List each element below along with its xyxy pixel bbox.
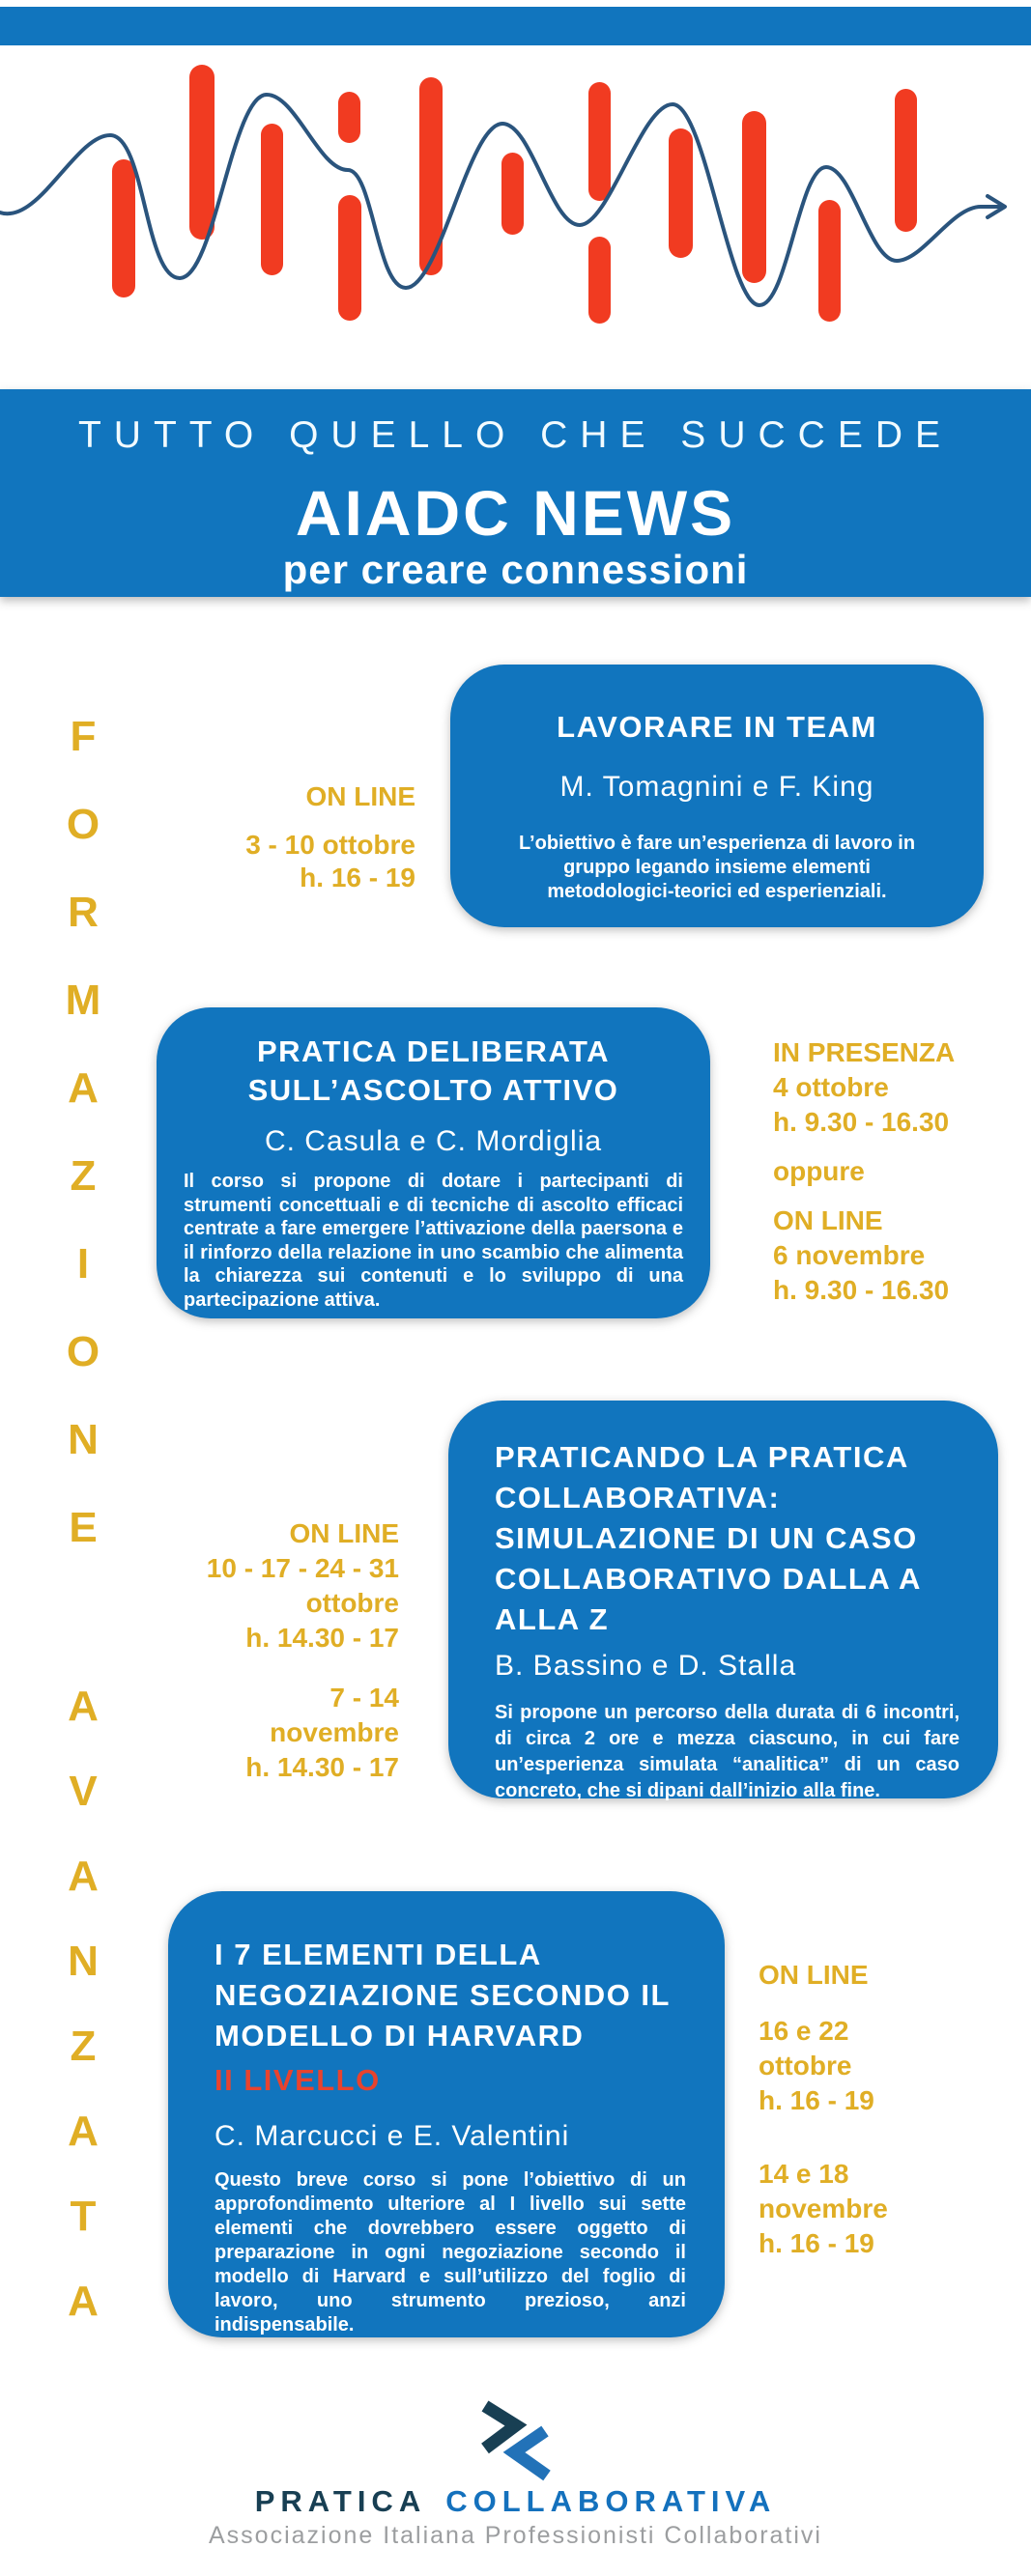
rail-letter: V <box>69 1768 98 1815</box>
red-bar <box>338 195 361 321</box>
schedule-line: ON LINE <box>305 781 415 811</box>
course-authors: M. Tomagnini e F. King <box>559 771 874 803</box>
schedule-line: novembre <box>759 2194 888 2223</box>
course-description: Il corso si propone di dotare i partecipanti di strumenti concettuali e di tecniche di ascolto efficaci centrate a fare emergere l’attivazione della paersona e il rinforzo della relazione in uno scambio che alimenta la chiarezza sui contenuti e lo sviluppo di una partecipazione attiva. <box>184 1171 683 1311</box>
red-bar <box>588 237 611 324</box>
schedule-line: ottobre <box>759 2051 852 2081</box>
footer-brand <box>0 2484 1031 2519</box>
course-card-lavorare-in-team <box>450 665 984 927</box>
rail-formazione <box>39 693 128 1571</box>
double-chevron-logo-icon <box>477 2398 560 2481</box>
logo-chevron-blue <box>514 2431 547 2476</box>
schedule-group <box>245 780 415 813</box>
schedule-group <box>245 829 415 894</box>
rail-letter: N <box>68 1938 99 1985</box>
course-authors: B. Bassino e D. Stalla <box>495 1650 797 1682</box>
schedule-line: 7 - 14 <box>329 1683 399 1713</box>
rail-letter: O <box>66 801 100 848</box>
rail-letter: O <box>66 1328 100 1375</box>
footer-tagline: Associazione Italiana Professionisti Collaborativi <box>209 2522 822 2549</box>
course-description: Questo breve corso si pone l’obiettivo di un approfondimento ulteriore al I livello sui sette elementi che dovrebbero essere oggetto di preparazione in ogni negoziazione secondo il modello di Harvard e sull’utilizzo del foglio di lavoro, uno strumento prezioso, anzi indispensabile. <box>215 2169 686 2335</box>
course-card-praticando-la-pratica <box>448 1401 998 1801</box>
rail-letter: A <box>68 2278 99 2325</box>
course-title: PRATICA DELIBERATA SULL’ASCOLTO ATTIVO <box>247 1034 619 1107</box>
rail-letter: A <box>68 1064 99 1112</box>
banner-title: AIADC NEWS <box>295 477 736 549</box>
schedule-line: ON LINE <box>759 1960 869 1990</box>
banner-subtitle: per creare connessioni <box>282 547 749 592</box>
rail-letter: Z <box>70 2023 97 2070</box>
schedule-line: novembre <box>270 1717 399 1747</box>
header-banner <box>0 389 1031 597</box>
schedule-line: h. 9.30 - 16.30 <box>773 1107 950 1137</box>
banner-kicker: TUTTO QUELLO CHE SUCCEDE <box>77 414 954 456</box>
schedule-line: 6 novembre <box>773 1240 926 1270</box>
schedule-group <box>207 1681 399 1785</box>
schedule-line: ON LINE <box>289 1518 399 1548</box>
rail-letter: M <box>65 977 101 1024</box>
schedule-line: 3 - 10 ottobre <box>245 830 415 860</box>
brand-word-pratica: PRATICA <box>254 2484 427 2518</box>
waveform-arrow-art <box>0 46 1031 389</box>
schedule-line: ottobre <box>305 1588 399 1618</box>
schedule-line: h. 16 - 19 <box>759 2085 874 2115</box>
red-sound-bars <box>112 65 917 324</box>
course-card-7-elementi-negoziazione <box>168 1891 725 2337</box>
red-bar <box>112 159 135 297</box>
red-bar <box>588 82 611 201</box>
schedule-course4 <box>759 1958 888 2261</box>
schedule-group <box>759 2157 888 2261</box>
red-bar <box>261 124 283 275</box>
rail-letter: N <box>68 1416 99 1463</box>
rail-avanzata <box>39 1664 128 2344</box>
schedule-line: oppure <box>773 1156 865 1186</box>
rail-letter: A <box>68 1853 99 1900</box>
schedule-course1 <box>245 780 415 910</box>
course-title: PRATICANDO LA PRATICA COLLABORATIVA: SIMULAZIONE DI UN CASO COLLABORATIVO DALLA A ALLA Z <box>495 1440 921 1636</box>
rail-letter: E <box>69 1504 98 1551</box>
rail-letter: A <box>68 2108 99 2155</box>
schedule-line: 14 e 18 <box>759 2159 849 2189</box>
course-level-badge: II LIVELLO <box>215 2063 381 2097</box>
schedule-line: h. 9.30 - 16.30 <box>773 1275 950 1305</box>
red-bar <box>338 92 360 143</box>
schedule-group <box>207 1516 399 1656</box>
logo-chevron-dark <box>485 2406 516 2449</box>
schedule-group <box>773 1154 955 1189</box>
schedule-group <box>759 1958 888 1993</box>
top-blue-bar <box>0 7 1031 45</box>
course-card-pratica-deliberata <box>157 1007 710 1318</box>
course-description: L’obiettivo è fare un’esperienza di lavoro in gruppo legando insieme elementi metodologici-teorici ed esperienziali. <box>518 833 916 902</box>
red-bar <box>501 153 524 235</box>
red-bar <box>742 111 766 283</box>
red-bar <box>189 65 215 240</box>
navy-wavy-line <box>0 95 1001 305</box>
course-authors: C. Marcucci e E. Valentini <box>215 2120 570 2152</box>
schedule-line: h. 14.30 - 17 <box>245 1623 399 1653</box>
schedule-group <box>759 2014 888 2118</box>
schedule-course3 <box>207 1516 399 1810</box>
schedule-line: 16 e 22 <box>759 2016 849 2046</box>
course-title: I 7 ELEMENTI DELLA NEGOZIAZIONE SECONDO IL MODELLO DI HARVARD <box>215 1938 671 2052</box>
schedule-line: h. 16 - 19 <box>300 863 415 892</box>
course-title: LAVORARE IN TEAM <box>557 710 877 744</box>
rail-letter: I <box>76 1240 90 1288</box>
schedule-line: ON LINE <box>773 1205 883 1235</box>
course-authors: C. Casula e C. Mordiglia <box>264 1125 603 1157</box>
rail-letter: A <box>68 1683 99 1730</box>
schedule-line: h. 16 - 19 <box>759 2228 874 2258</box>
course-description: Si propone un percorso della durata di 6 incontri, di circa 2 ore e mezza ciascuno, in cui fare un’esperienza simulata “analitica” di un caso concreto, che si dipani dall’inizio alla fine. <box>495 1702 959 1801</box>
red-bar <box>669 128 693 258</box>
rail-letter: F <box>70 713 97 760</box>
rail-letter: T <box>70 2193 97 2240</box>
schedule-line: IN PRESENZA <box>773 1037 956 1067</box>
schedule-course2 <box>773 1035 955 1322</box>
rail-letter: R <box>68 889 99 936</box>
rail-letter: Z <box>70 1152 97 1200</box>
schedule-group <box>773 1203 955 1308</box>
red-bar <box>818 200 841 322</box>
schedule-line: 4 ottobre <box>773 1072 889 1102</box>
schedule-line: h. 14.30 - 17 <box>245 1752 399 1782</box>
brand-word-collaborativa: COLLABORATIVA <box>445 2484 777 2518</box>
red-bar <box>895 89 917 232</box>
schedule-line: 10 - 17 - 24 - 31 <box>206 1553 399 1583</box>
schedule-group <box>773 1035 955 1140</box>
